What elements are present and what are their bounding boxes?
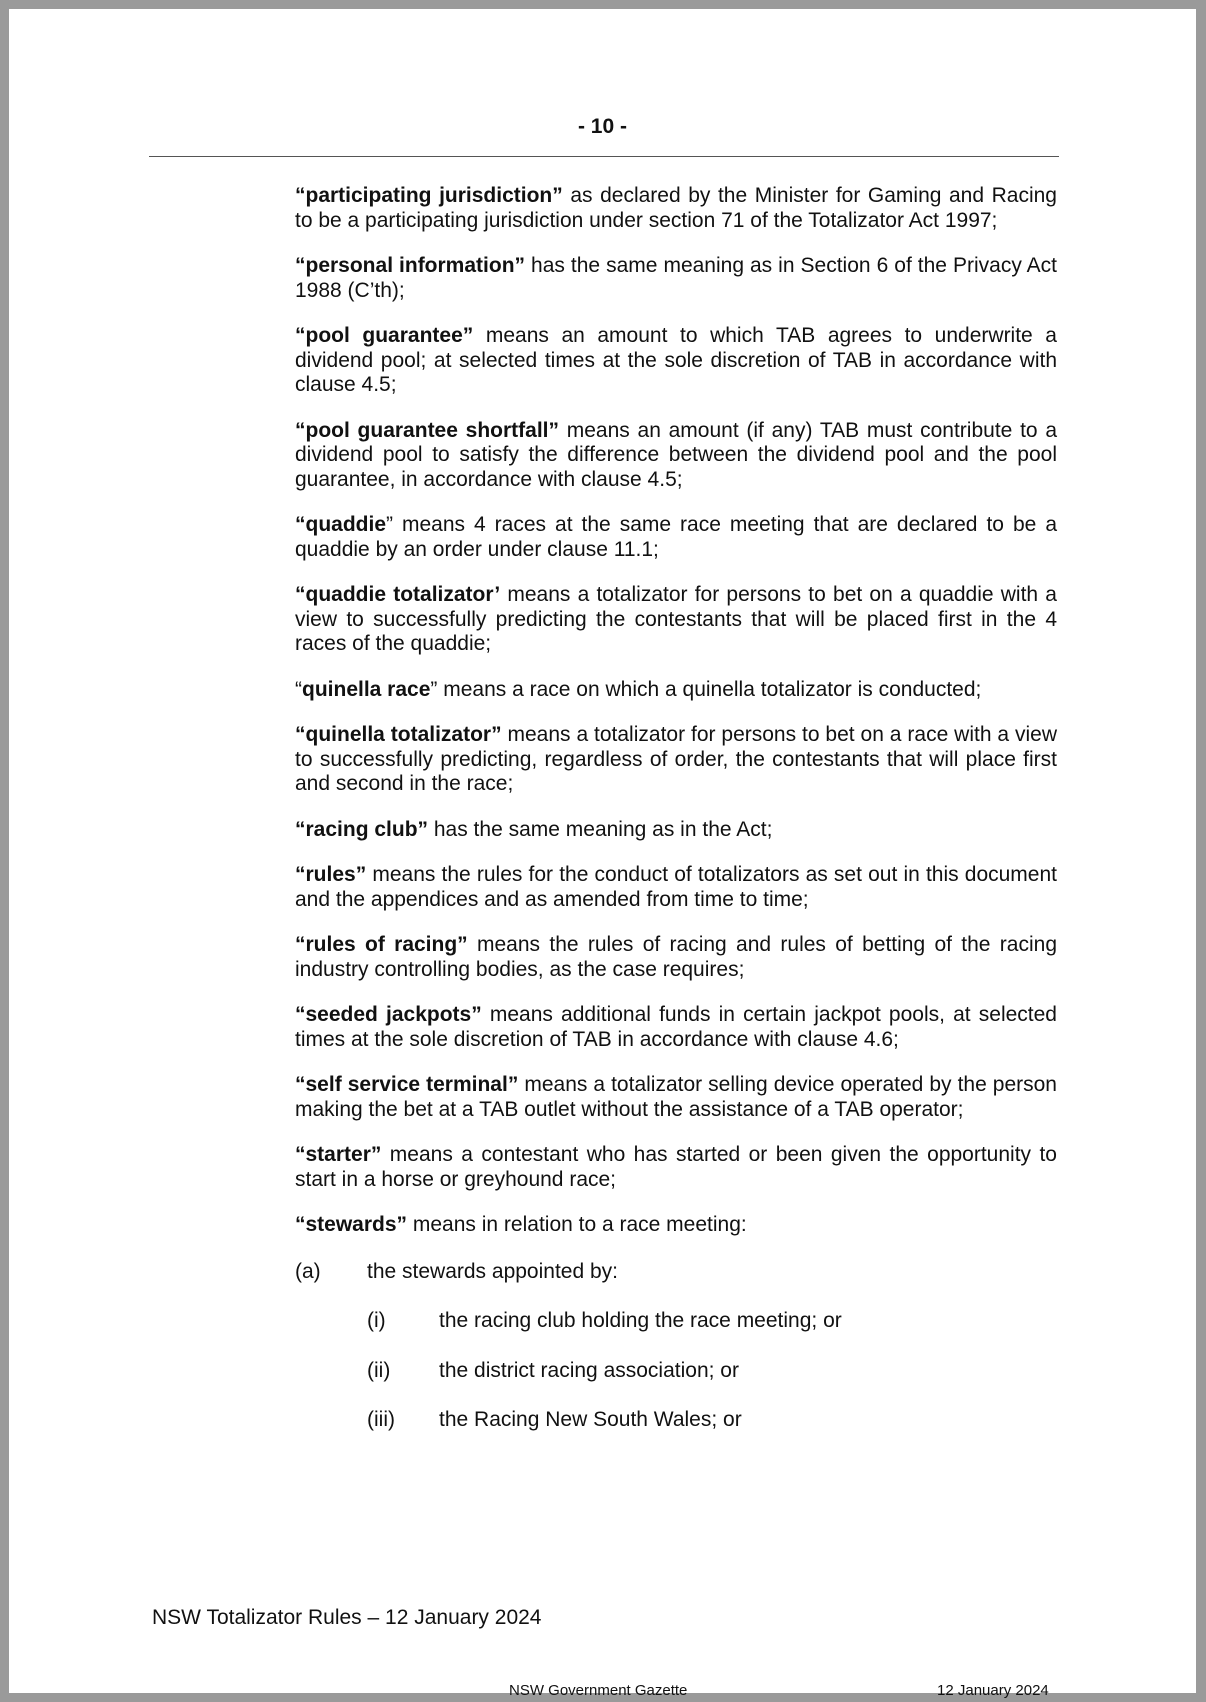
definition-term: “rules of racing” <box>295 933 468 956</box>
definition-participating-jurisdiction <box>295 184 1057 233</box>
definitions-body <box>295 184 1057 1433</box>
definition-rules <box>295 863 1057 912</box>
definition-text: means additional funds in certain jackpot pools, at selected times at the sole discretion of TAB in accordance with clause 4.6; <box>295 1003 1057 1051</box>
definition-term: “pool guarantee shortfall” <box>295 418 560 442</box>
definition-text: ” means a race on which a quinella totalizator is conducted; <box>430 677 982 701</box>
definition-term: “starter” <box>295 1143 382 1166</box>
definition-text: means an amount (if any) TAB must contribute to a dividend pool to satisfy the difference between the dividend pool and the pool guarantee, in accordance with clause 4.5; <box>295 418 1058 491</box>
definition-term: “rules” <box>295 863 367 886</box>
list-label: (ii) <box>367 1358 391 1382</box>
definition-text: has the same meaning as in Section 6 of the Privacy Act 1988 (C’th); <box>295 254 1058 302</box>
definition-term: “participating jurisdiction” <box>295 184 563 207</box>
definition-rules-of-racing <box>295 933 1057 982</box>
definition-term: “quaddie <box>295 513 387 536</box>
list-item-ii <box>295 1359 1057 1384</box>
definition-starter <box>295 1143 1057 1192</box>
definition-seeded-jackpots <box>295 1003 1057 1052</box>
list-text: the district racing association; or <box>439 1358 739 1382</box>
definition-term: “quaddie totalizator’ <box>295 583 501 606</box>
definition-term: “quinella totalizator” <box>295 723 502 746</box>
definition-text: means the rules for the conduct of totalizators as set out in this document and the appendices and as amended from time to time; <box>295 863 1057 911</box>
definition-racing-club <box>295 818 1057 843</box>
definition-pool-guarantee <box>295 324 1057 398</box>
definition-term: “self service terminal” <box>295 1073 519 1096</box>
definition-pool-guarantee-shortfall <box>295 419 1057 493</box>
definition-text: means the rules of racing and rules of betting of the racing industry controlling bodies, as the case requires; <box>295 933 1058 981</box>
document-page <box>9 9 1196 1699</box>
definition-term: “stewards” <box>295 1213 408 1236</box>
definition-quinella-race <box>295 678 1057 703</box>
definition-text: means a contestant who has started or been given the opportunity to start in a horse or greyhound race; <box>295 1143 1057 1191</box>
definition-quaddie-totalizator <box>295 583 1057 657</box>
list-label: (a) <box>295 1259 321 1283</box>
definition-text: means a totalizator for persons to bet on a quaddie with a view to successfully predicting the contestants that will be placed first in the 4 races of the quaddie; <box>295 583 1057 655</box>
list-text: the racing club holding the race meeting; or <box>439 1309 842 1332</box>
list-item-iii <box>295 1408 1057 1433</box>
definition-self-service-terminal <box>295 1073 1057 1122</box>
definition-text: as declared by the Minister for Gaming and Racing to be a participating jurisdiction under section 71 of the Totalizator Act 1997; <box>295 184 1057 232</box>
definition-text: means a totalizator for persons to bet on a race with a view to successfully predicting, regardless of order, the contestants that will place first and second in the race; <box>295 723 1058 795</box>
definition-text: ” means 4 races at the same race meeting that are declared to be a quaddie by an order under clause 11.1; <box>295 513 1057 561</box>
definition-quinella-totalizator <box>295 723 1057 797</box>
definition-personal-information <box>295 254 1057 303</box>
definition-prefix: “ <box>295 677 302 701</box>
list-text: the Racing New South Wales; or <box>439 1408 742 1431</box>
definition-term: “racing club” <box>295 817 429 841</box>
document-footer-title: NSW Totalizator Rules – 12 January 2024 <box>152 1606 542 1629</box>
list-label: (iii) <box>367 1408 395 1431</box>
definition-term: “seeded jackpots” <box>295 1003 482 1026</box>
list-label: (i) <box>367 1309 386 1332</box>
definition-term: quinella race <box>302 677 431 701</box>
definition-term: “pool guarantee” <box>295 324 474 347</box>
definition-text: means in relation to a race meeting: <box>407 1213 747 1236</box>
definition-term: “personal information” <box>295 254 526 277</box>
definition-text: has the same meaning as in the Act; <box>428 817 773 841</box>
gazette-name: NSW Government Gazette <box>509 1682 688 1699</box>
header-divider <box>149 156 1059 157</box>
definition-text: means an amount to which TAB agrees to underwrite a dividend pool; at selected times at the sole discretion of TAB in accordance with clause 4.5; <box>295 324 1057 396</box>
gazette-date: 12 January 2024 <box>937 1682 1049 1699</box>
definition-stewards <box>295 1213 1057 1238</box>
definition-text: means a totalizator selling device operated by the person making the bet at a TAB outlet without the assistance of a TAB operator; <box>295 1073 1057 1121</box>
definition-quaddie <box>295 513 1057 562</box>
page-number: - 10 - <box>577 115 627 138</box>
list-item-a <box>295 1260 1057 1285</box>
list-item-i <box>295 1309 1057 1334</box>
list-text: the stewards appointed by: <box>367 1259 618 1283</box>
